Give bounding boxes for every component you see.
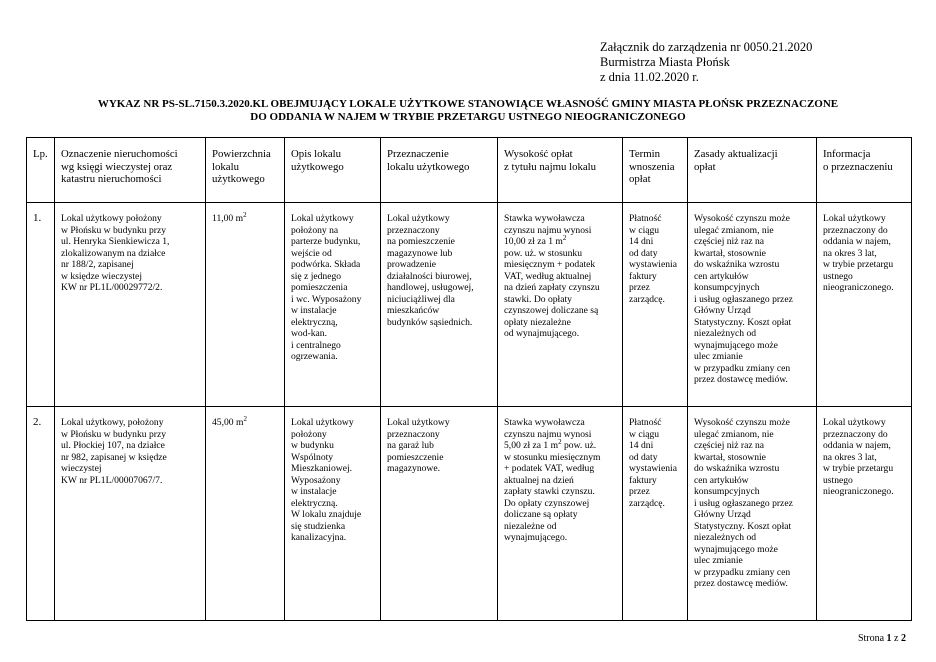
header-termin: Termin wnoszenia opłat (623, 138, 688, 203)
rent-text-part-1: Stawka wywoławcza czynszu najmu wynosi 10,00 zł za 1 m (504, 213, 592, 247)
cell-powierzchnia (206, 407, 285, 621)
table-row (27, 407, 912, 621)
property-list-table (26, 137, 912, 621)
page-current: 1 (886, 633, 892, 644)
title-line-1: WYKAZ NR PS-SL.7150.3.2020.KL OBEJMUJĄCY LOKALE UŻYTKOWE STANOWIĄCE WŁASNOŚĆ GMINY MIASTA PŁOŃSK PRZEZNACZONE (97, 98, 839, 110)
area-value: 45,00 m (212, 417, 244, 428)
table-row (27, 203, 912, 407)
header-opis: Opis lokalu użytkowego (285, 138, 381, 203)
rent-text-part-2: pow. uż. w stosunku miesięcznym + podatek VAT, według aktualnej na dzień zapłaty stawki czynszu. Do opłaty czynszowej doliczane są opłaty niezależne od wynajmującego. (504, 440, 601, 543)
cell-informacja: Lokal użytkowy przeznaczony do oddania w najem, na okres 3 lat, w trybie przetargu ustnego nieograniczonego. (817, 203, 912, 407)
header-wysokosc-oplat: Wysokość opłat z tytułu najmu lokalu (498, 138, 623, 203)
attachment-line-2: Burmistrza Miasta Płońsk (600, 55, 730, 69)
page-prefix: Strona (857, 633, 887, 644)
cell-termin: Płatność w ciągu 14 dni od daty wystawienia faktury przez zarządcę. (623, 407, 688, 621)
header-informacja: Informacja o przeznaczeniu (817, 138, 912, 203)
cell-przeznaczenie: Lokal użytkowy przeznaczony na pomieszczenie magazynowe lub prowadzenie działalności biurowej, handlowej, usługowej, niciuciążliwej dla mieszkańców budynków sąsiednich. (381, 203, 498, 407)
document-title (30, 98, 906, 124)
rent-unit-exponent: 2 (562, 233, 567, 242)
rent-text-part-1: Stawka wywoławcza czynszu najmu wynosi 5,00 zł za 1 m (504, 417, 592, 451)
attachment-header (600, 40, 812, 85)
cell-informacja: Lokal użytkowy przeznaczony do oddania w najem, na okres 3 lat, w trybie przetargu ustnego nieograniczonego. (817, 407, 912, 621)
table-header-row (27, 138, 912, 203)
cell-termin: Płatność w ciągu 14 dni od daty wystawienia faktury przez zarządcę. (623, 203, 688, 407)
attachment-line-1: Załącznik do zarządzenia nr 0050.21.2020 (600, 40, 813, 54)
area-value: 11,00 m (212, 213, 244, 224)
page-separator: z (891, 633, 901, 644)
cell-opis: Lokal użytkowy położony w budynku Wspólnoty Mieszkaniowej. Wyposażony w instalacje elektryczną. W lokalu znajduje się studzienka kanalizacyjna. (285, 407, 381, 621)
header-powierzchnia: Powierzchnia lokalu użytkowego (206, 138, 285, 203)
area-unit-exponent: 2 (243, 414, 247, 423)
cell-przeznaczenie: Lokal użytkowy przeznaczony na garaż lub pomieszczenie magazynowe. (381, 407, 498, 621)
attachment-line-3: z dnia 11.02.2020 r. (600, 70, 699, 84)
header-przeznaczenie: Przeznaczenie lokalu użytkowego (381, 138, 498, 203)
rent-unit-exponent: 2 (558, 437, 562, 446)
header-oznaczenie: Oznaczenie nieruchomości wg księgi wieczystej oraz katastru nieruchomości (55, 138, 206, 203)
cell-lp: 2. (27, 407, 55, 621)
header-lp: Lp. (27, 138, 55, 203)
area-unit-exponent: 2 (243, 210, 247, 219)
cell-oznaczenie: Lokal użytkowy położony w Płońsku w budynku przy ul. Henryka Sienkiewicza 1, zlokalizowanym na działce nr 188/2, zapisanej w księdze wieczystej KW nr PL1L/00029772/2. (55, 203, 206, 407)
cell-opis: Lokal użytkowy położony na parterze budynku, wejście od podwórka. Składa się z jednego pomieszczenia i wc. Wyposażony w instalacje elektryczną, wod-kan. i centralnego ogrzewania. (285, 203, 381, 407)
page-number (858, 633, 906, 644)
cell-zasady: Wysokość czynszu może ulegać zmianom, nie częściej niż raz na kwartał, stosownie do wskaźnika wzrostu cen artykułów konsumpcyjnych i usług ogłaszanego przez Główny Urząd Statystyczny. Koszt opłat niezależnych od wynajmującego może ulec zmianie w przypadku zmiany cen przez dostawcę mediów. (688, 407, 817, 621)
cell-lp: 1. (27, 203, 55, 407)
cell-zasady: Wysokość czynszu może ulegać zmianom, nie częściej niż raz na kwartał, stosownie do wskaźnika wzrostu cen artykułów konsumpcyjnych i usług ogłaszanego przez Główny Urząd Statystyczny. Koszt opłat niezależnych od wynajmującego może ulec zmianie w przypadku zmiany cen przez dostawcę mediów. (688, 203, 817, 407)
cell-wysokosc-oplat (498, 203, 623, 407)
cell-oznaczenie: Lokal użytkowy, położony w Płońsku w budynku przy ul. Płockiej 107, na działce nr 982, zapisanej w księdze wieczystej KW nr PL1L/00007067/7. (55, 407, 206, 621)
rent-text-part-2: pow. uż. w stosunku miesięcznym + podatek VAT, według aktualnej na dzień zapłaty czynszu stawki. Do opłaty czynszowej doliczane są opłaty niezależne od wynajmującego. (504, 247, 600, 339)
cell-wysokosc-oplat (498, 407, 623, 621)
title-line-2: DO ODDANIA W NAJEM W TRYBIE PRZETARGU USTNEGO NIEOGRANICZONEGO (250, 111, 686, 123)
page-total: 2 (901, 633, 906, 644)
header-zasady: Zasady aktualizacji opłat (688, 138, 817, 203)
cell-powierzchnia (206, 203, 285, 407)
